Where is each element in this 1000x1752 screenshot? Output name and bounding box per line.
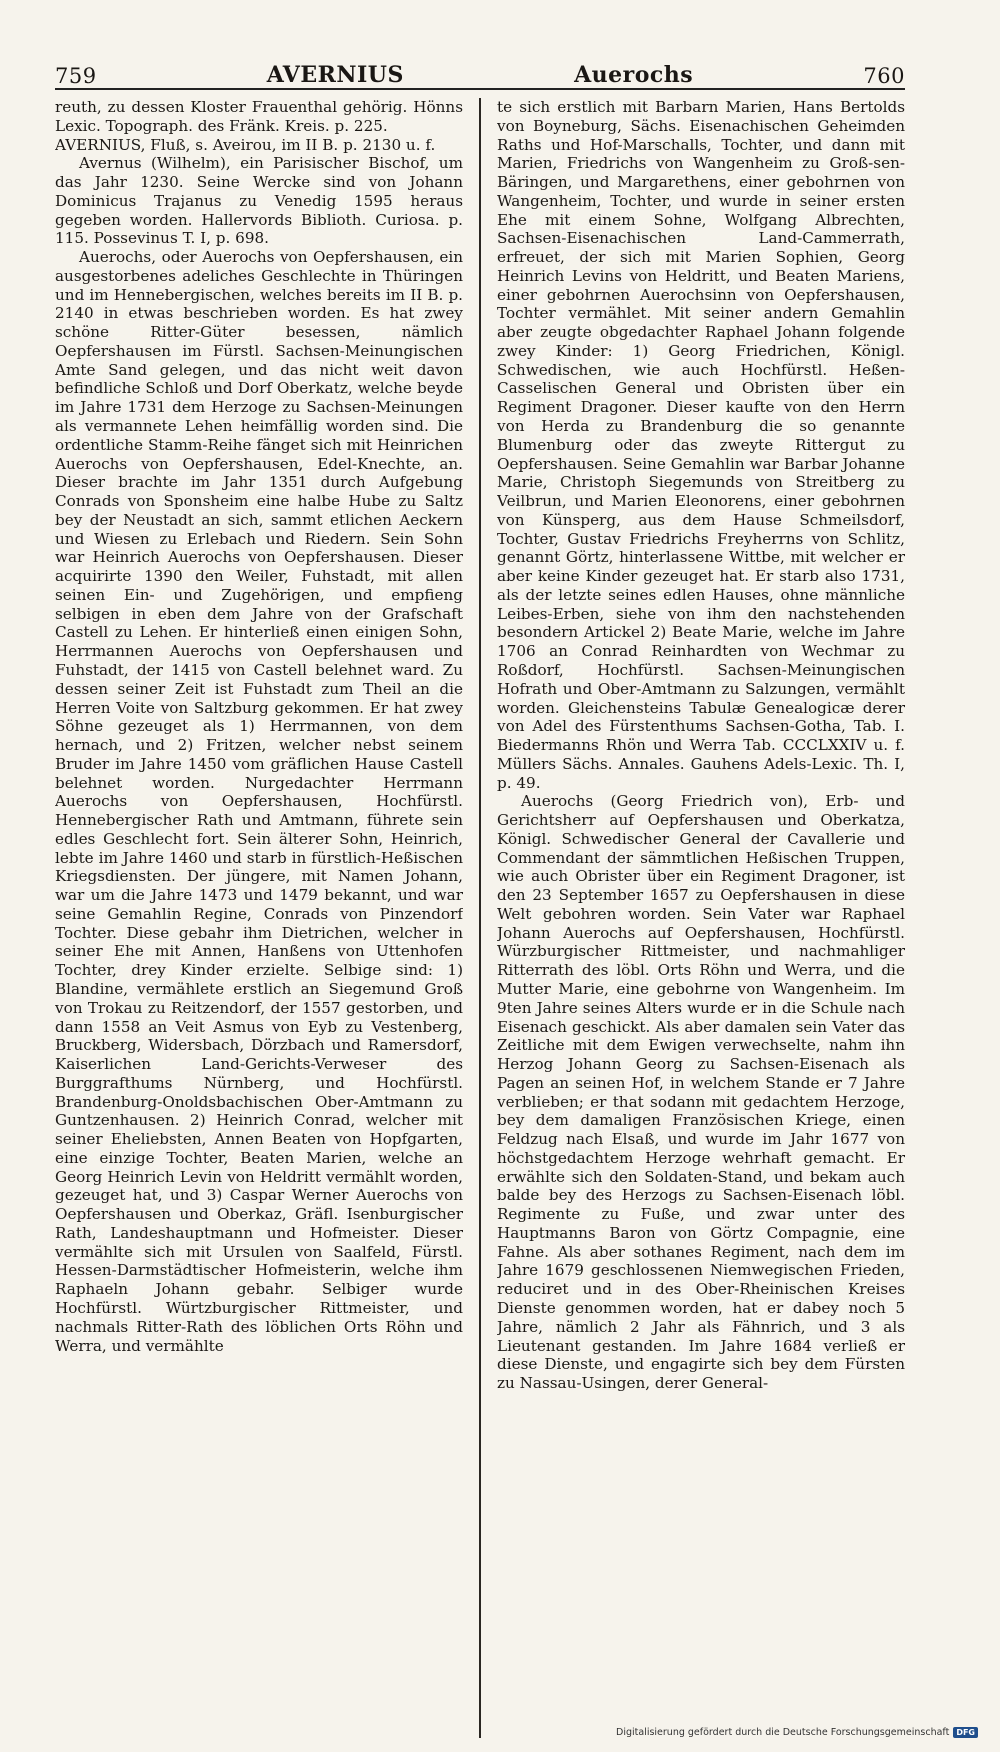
paragraph: Avernus (Wilhelm), ein Parisischer Bischof, um das Jahr 1230. Seine Wercke sind von Johann Dominicus Trajanus zu Venedig 1595 heraus gegeben worden. Hallervords Biblioth. Curiosa. p. 115. Possevinus T. I, p. 698. [55,154,463,248]
right-page-number: 760 [863,64,905,88]
paragraph: Auerochs, oder Auerochs von Oepfershausen, ein ausgestorbenes adeliches Geschlechte in Thüringen und im Hennebergischen, welches bereits im II B. p. 2140 in etwas beschrieben worden. Es hat zwey schöne Ritter-Güter besessen, nämlich Oepfershausen im Fürstl. Sachsen-Meinungischen Amte Sand gelegen, und das nicht weit davon befindliche Schloß und Dorf Oberkatz, welche beyde im Jahre 1731 dem Herzoge zu Sachsen-Meinungen als vermannete Lehen heimfällig worden sind. Die ordentliche Stamm-Reihe fänget sich mit Heinrichen Auerochs von Oepfershausen, Edel-Knechte, an. Dieser brachte im Jahr 1351 durch Aufgebung Conrads von Sponsheim eine halbe Hube zu Saltz bey der Neustadt an sich, sammt etlichen Aeckern und Wiesen zu Erlebach und Riedern. Sein Sohn war Heinrich Auerochs von Oepfershausen. Dieser acquirirte 1390 den Weiler, Fuhstadt, mit allen seinen Ein- und Zugehörigen, und empfieng selbigen in eben dem Jahre von der Grafschaft Castell zu Lehen. Er hinterließ einen einigen Sohn, Herrmannen Auerochs von Oepfershausen und Fuhstadt, der 1415 von Castell belehnet ward. Zu dessen seiner Zeit ist Fuhstadt zum Theil an die Herren Voite von Saltzburg gekommen. Er hat zwey Söhne gezeuget als 1) Herrmannen, von dem hernach, und 2) Fritzen, welcher nebst seinem Bruder im Jahre 1450 vom gräflichen Hause Castell belehnet worden. Nurgedachter Herrmann Auerochs von Oepfershausen, Hochfürstl. Hennebergischer Rath und Amtmann, führete sein edles Geschlecht fort. Sein älterer Sohn, Heinrich, lebte im Jahre 1460 und starb in fürstlich-Heßischen Kriegsdiensten. Der jüngere, mit Namen Johann, war um die Jahre 1473 und 1479 bekannt, und war seine Gemahlin Regine, Conrads von Pinzendorf Tochter. Diese gebahr ihm Dietrichen, welcher in seiner Ehe mit Annen, Hanßens von Uttenhofen Tochter, drey Kinder erzielte. Selbige sind: 1) Blandine, vermählete erstlich an Siegemund Groß von Trokau zu Reitzendorf, der 1557 gestorben, und dann 1558 an Veit Asmus von Eyb zu Vestenberg, Bruckberg, Widersbach, Dörzbach und Ramersdorf, Kaiserlichen Land-Gerichts-Verweser des Burggrafthums Nürnberg, und Hochfürstl. Brandenburg-Onoldsbachischen Ober-Amtmann zu Guntzenhausen. 2) Heinrich Conrad, welcher mit seiner Eheliebsten, Annen Beaten von Hopfgarten, eine einzige Tochter, Beaten Marien, welche an Georg Heinrich Levin von Heldritt vermählt worden, gezeuget hat, und 3) Caspar Werner Auerochs von Oepfershausen und Oberkaz, Gräfl. Isenburgischer Rath, Landeshauptmann und Hofmeister. Dieser vermählte sich mit Ursulen von Saalfeld, Fürstl. Hessen-Darmstädtischer Hofmeisterin, welche ihm Raphaeln Johann gebahr. Selbiger wurde Hochfürstl. Würtzburgischer Rittmeister, und nachmals Ritter-Rath des löblichen Orts Röhn und Werra, und vermählte [55,248,463,1355]
column-divider [479,98,481,1738]
paragraph: Auerochs (Georg Friedrich von), Erb- und Gerichtsherr auf Oepfershausen und Oberkatza, Königl. Schwedischer General der Cavallerie und Commendant der sämmtlichen Heßischen Truppen, wie auch Obrister über ein Regiment Dragoner, ist den 23 September 1657 zu Oepfershausen in diese Welt gebohren worden. Sein Vater war Raphael Johann Auerochs auf Oepfershausen, Hochfürstl. Würzburgischer Rittmeister, und nachmahliger Ritterrath des löbl. Orts Röhn und Werra, und die Mutter Marie, eine gebohrne von Wangenheim. Im 9ten Jahre seines Alters wurde er in die Schule nach Eisenach geschickt. Als aber damalen sein Vater das Zeitliche mit dem Ewigen verwechselte, nahm ihn Herzog Johann Georg zu Sachsen-Eisenach als Pagen an seinen Hof, in welchem Stande er 7 Jahre verblieben; er that sodann mit gedachtem Herzoge, bey dem damaligen Französischen Kriege, einen Feldzug nach Elsaß, und wurde im Jahr 1677 von höchstgedachtem Herzoge wehrhaft gemacht. Er erwählte sich den Soldaten-Stand, und bekam auch balde bey des Herzogs zu Sachsen-Eisenach löbl. Regimente zu Fuße, und zwar unter des Hauptmanns Baron von Görtz Compagnie, eine Fahne. Als aber sothanes Regiment, nach dem im Jahre 1679 geschlossenen Niemwegischen Frieden, reduciret und in des Ober-Rheinischen Kreises Dienste genommen worden, hat er dabey noch 5 Jahre, nämlich 2 Jahr als Fähnrich, und 3 als Lieutenant gestanden. Im Jahre 1684 verließ er diese Dienste, und engagirte sich bey dem Fürsten zu Nassau-Usingen, derer General- [497,792,905,1393]
digitization-credit [616,1727,978,1738]
paragraph: te sich erstlich mit Barbarn Marien, Hans Bertolds von Boyneburg, Sächs. Eisenachischen Geheimden Raths und Hof-Marschalls, Tochter, und dann mit Marien, Friedrichs von Wangenheim zu Groß-sen-Bäringen, und Margarethens, einer gebohrnen von Wangenheim, Tochter, und wurde in seiner ersten Ehe mit einem Sohne, Wolfgang Albrechten, Sachsen-Eisenachischen Land-Cammerrath, erfreuet, der sich mit Marien Sophien, Georg Heinrich Levins von Heldritt, und Beaten Mariens, einer gebohrnen Auerochsinn von Oepfershausen, Tochter vermählet. Mit seiner andern Gemahlin aber zeugte obgedachter Raphael Johann folgende zwey Kinder: 1) Georg Friedrichen, Königl. Schwedischen, wie auch Hochfürstl. Heßen-Casselischen General und Obristen über ein Regiment Dragoner. Dieser kaufte von den Herrn von Herda zu Brandenburg die so genannte Blumenburg oder das zweyte Rittergut zu Oepfershausen. Seine Gemahlin war Barbar Johanne Marie, Christoph Siegemunds von Streitberg zu Veilbrun, und Marien Eleonorens, einer gebohrnen von Künsperg, aus dem Hause Schmeilsdorf, Tochter, Gustav Friedrichs Freyherrns von Schlitz, genannt Görtz, hinterlassene Wittbe, mit welcher er aber keine Kinder gezeuget hat. Er starb also 1731, als der letzte seines edlen Hauses, ohne männliche Leibes-Erben, siehe von ihm den nachstehenden besondern Artickel 2) Beate Marie, welche im Jahre 1706 an Conrad Reinhardten von Wechmar zu Roßdorf, Hochfürstl. Sachsen-Meinungischen Hofrath und Ober-Amtmann zu Salzungen, vermählt worden. Gleichensteins Tabulæ Genealogicæ derer von Adel des Fürstenthums Sachsen-Gotha, Tab. I. Biedermanns Rhön und Werra Tab. CCCLXXIV u. f. Müllers Sächs. Annales. Gauhens Adels-Lexic. Th. I, p. 49. [497,98,905,792]
right-running-title: Auerochs [574,62,694,88]
page-header [55,48,905,90]
left-running-title: AVERNIUS [266,62,404,88]
left-column [55,98,463,1738]
paragraph: reuth, zu dessen Kloster Frauenthal gehörig. Hönns Lexic. Topograph. des Fränk. Kreis. p. 225. [55,98,463,135]
text-columns [55,98,905,1738]
right-column [497,98,905,1738]
left-page-number: 759 [55,64,97,88]
credit-text: Digitalisierung gefördert durch die Deutsche Forschungsgemeinschaft [616,1727,950,1738]
dfg-logo-icon: DFG [953,1727,978,1738]
paragraph: AVERNIUS, Fluß, s. Aveirou, im II B. p. 2130 u. f. [55,135,436,154]
